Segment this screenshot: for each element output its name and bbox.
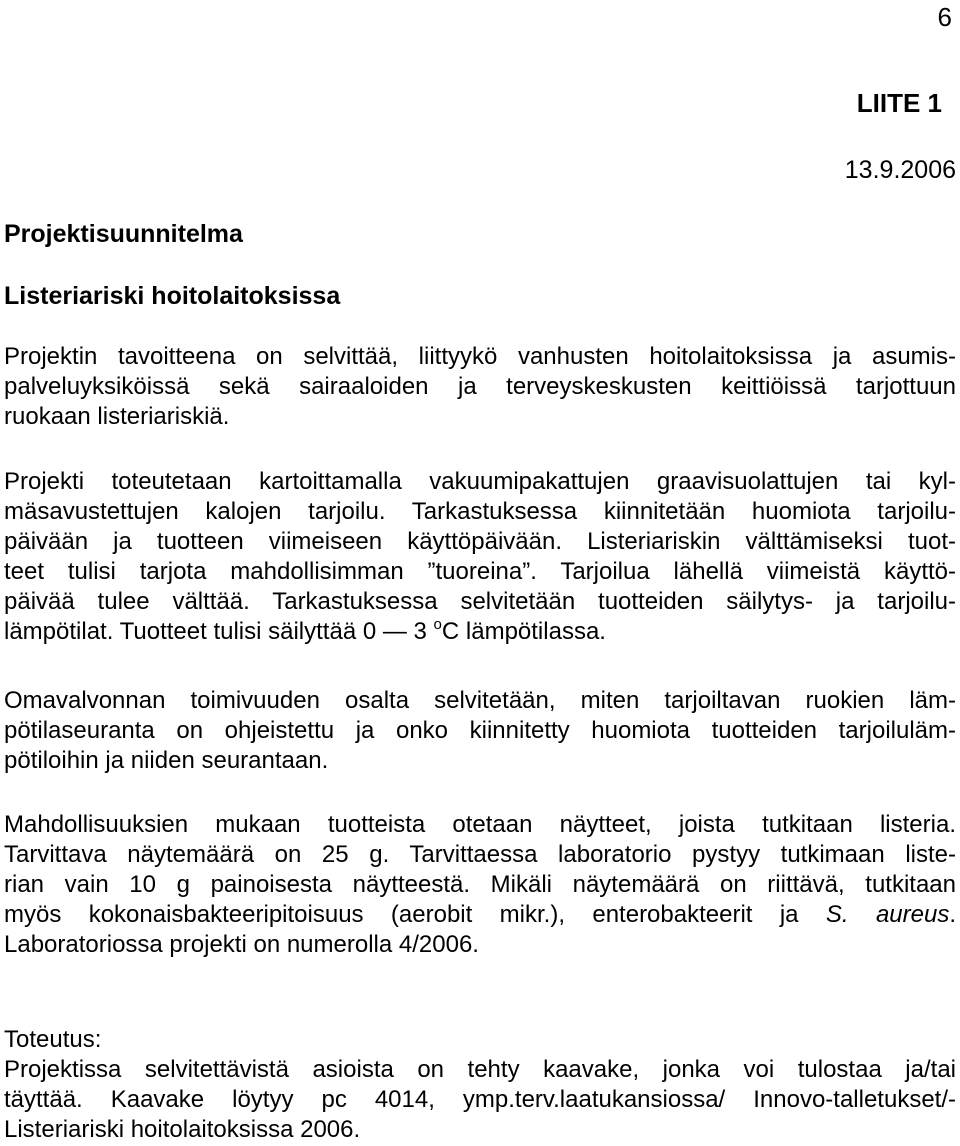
paragraph-line: teet tulisi tarjota mahdollisimman ”tuoreina”. Tarjoilua lähellä viimeistä käyttö- bbox=[4, 558, 956, 585]
paragraph-line: Projektissa selvitettävistä asioista on tehty kaavake, jonka voi tulostaa ja/tai bbox=[4, 1056, 956, 1083]
paragraph-line: pötilaseuranta on ohjeistettu ja onko kiinnitetty huomiota tuotteiden tarjoiluläm- bbox=[4, 717, 956, 744]
paragraph-line: Omavalvonnan toimivuuden osalta selvitetään, miten tarjoiltavan ruokien läm- bbox=[4, 687, 956, 714]
species-name: S. aureus bbox=[825, 901, 950, 928]
paragraph-line: Listeriariski hoitolaitoksissa 2006. bbox=[4, 1116, 361, 1143]
paragraph-line: Projekti toteutetaan kartoittamalla vakuumipakattujen graavisuolattujen tai kyl- bbox=[4, 468, 956, 495]
paragraph-line-aureus bbox=[4, 900, 956, 930]
paragraph-line: Mahdollisuuksien mukaan tuotteista otetaan näytteet, joista tutkitaan listeria. bbox=[4, 811, 956, 838]
sampling-text-end: . bbox=[949, 901, 956, 928]
paragraph-line: täyttää. Kaavake löytyy pc 4014, ymp.terv.laatukansiossa/ Innovo-talletukset/- bbox=[4, 1086, 956, 1113]
degree-mark: o bbox=[433, 616, 442, 633]
paragraph-implementation bbox=[4, 467, 956, 647]
document-title: Projektisuunnitelma bbox=[4, 220, 243, 248]
paragraph-line: Tarvittava näytemäärä on 25 g. Tarvittaessa laboratorio pystyy tutkimaan liste- bbox=[4, 841, 956, 868]
paragraph-objective bbox=[4, 342, 956, 432]
paragraph-line: päivää tulee välttää. Tarkastuksessa selvitetään tuotteiden säilytys- ja tarjoilu- bbox=[4, 588, 956, 615]
page-number: 6 bbox=[937, 2, 952, 32]
sampling-text: myös kokonaisbakteeripitoisuus (aerobit mikr.), enterobakteerit ja bbox=[4, 901, 826, 928]
paragraph-line: pötiloihin ja niiden seurantaan. bbox=[4, 747, 329, 774]
paragraph-line-temperature bbox=[4, 617, 956, 647]
paragraph-line: ruokaan listeriariskiä. bbox=[4, 403, 230, 430]
temperature-unit-text: C lämpötilassa. bbox=[441, 618, 606, 645]
document-subtitle: Listeriariski hoitolaitoksissa bbox=[4, 282, 341, 310]
paragraph-line: rian vain 10 g painoisesta näytteestä. Mikäli näytemäärä on riittävä, tutkitaan bbox=[4, 871, 956, 898]
paragraph-line: Projektin tavoitteena on selvittää, liittyykö vanhusten hoitolaitoksissa ja asumis- bbox=[4, 343, 956, 370]
paragraph-execution bbox=[4, 1025, 956, 1145]
paragraph-sampling bbox=[4, 810, 956, 960]
paragraph-line: palveluyksiköissä sekä sairaaloiden ja terveyskeskusten keittiöissä tarjottuun bbox=[4, 373, 956, 400]
paragraph-line: Laboratoriossa projekti on numerolla 4/2006. bbox=[4, 931, 479, 958]
document-date: 13.9.2006 bbox=[844, 156, 956, 184]
temperature-text: lämpötilat. Tuotteet tulisi säilyttää 0 — 3 bbox=[4, 618, 434, 645]
section-heading-execution: Toteutus: bbox=[4, 1026, 102, 1053]
paragraph-line: mäsavustettujen kalojen tarjoilu. Tarkastuksessa kiinnitetään huomiota tarjoilu- bbox=[4, 498, 956, 525]
paragraph-line: päivään ja tuotteen viimeiseen käyttöpäivään. Listeriariskin välttämiseksi tuot- bbox=[4, 528, 956, 555]
paragraph-self-monitoring bbox=[4, 686, 956, 776]
appendix-label: LIITE 1 bbox=[856, 88, 942, 118]
